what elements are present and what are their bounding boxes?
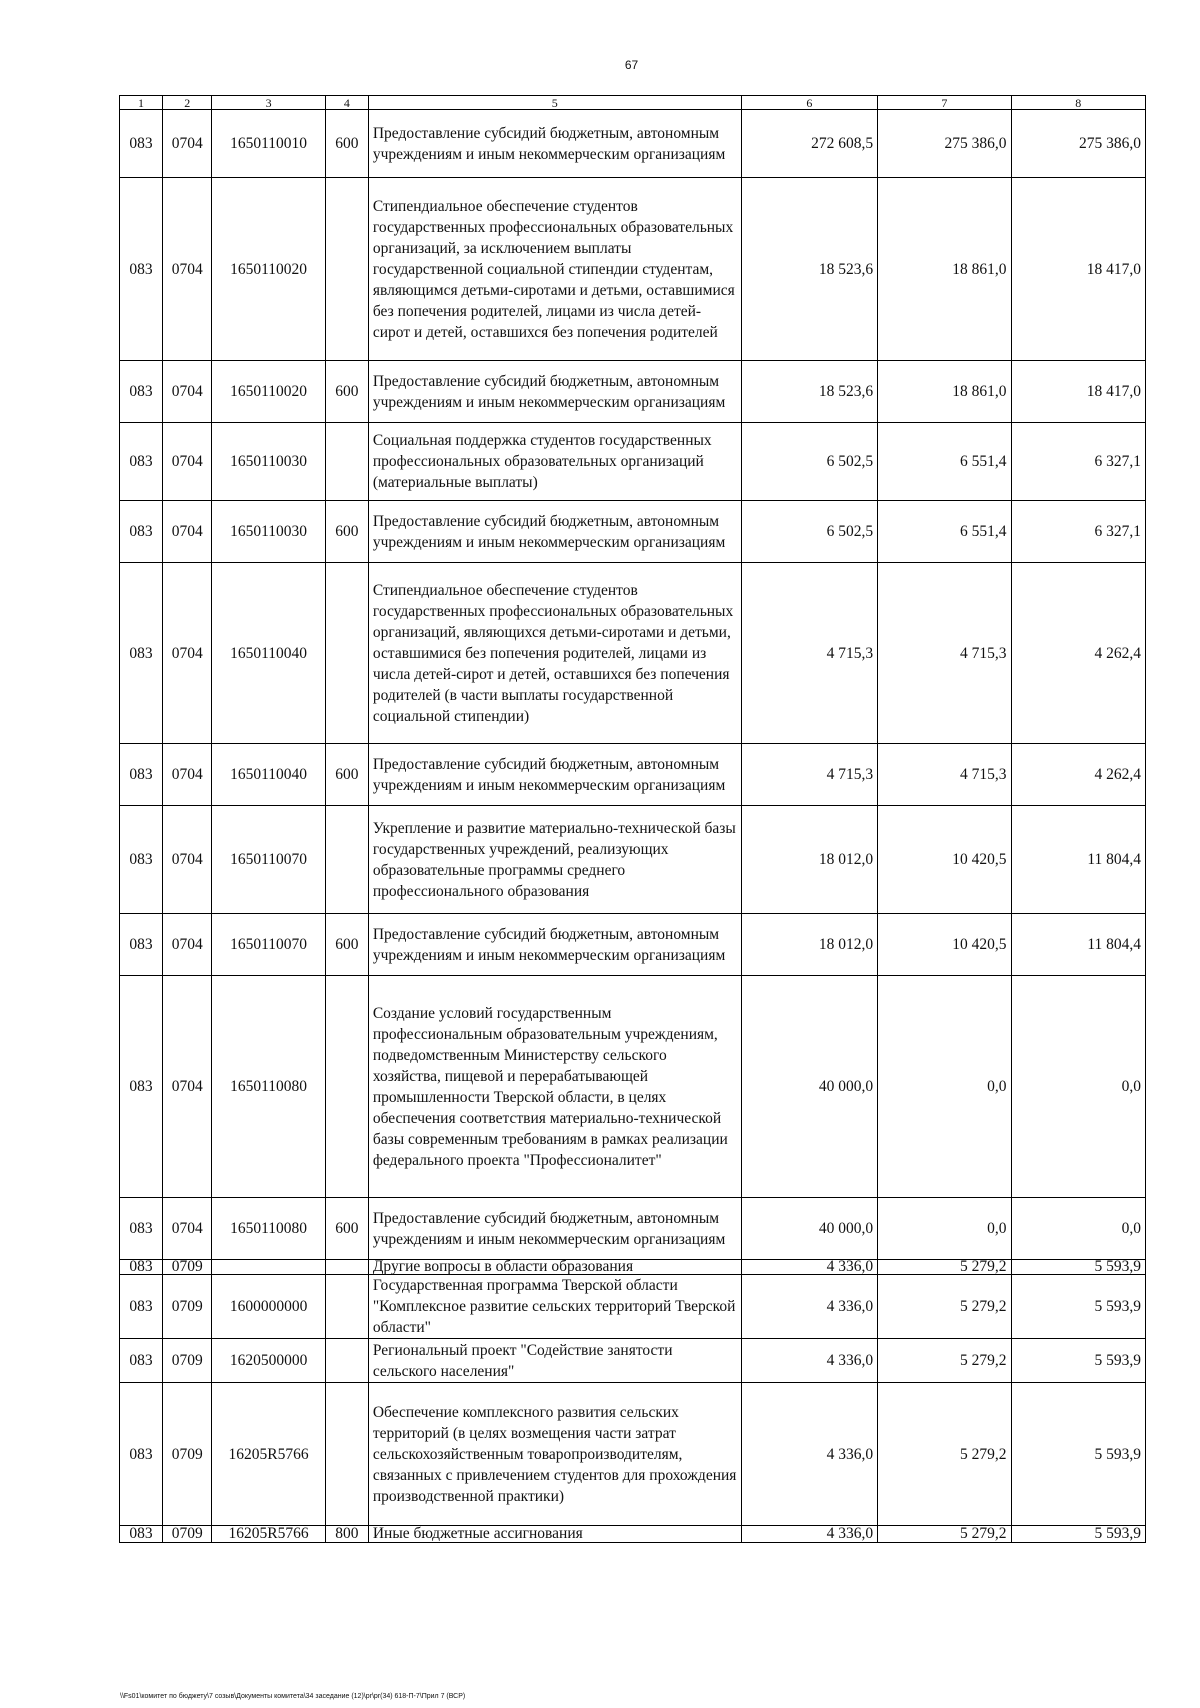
table-row: [120, 110, 1146, 178]
ministry-code-cell: 083: [120, 976, 163, 1198]
description-cell: Предоставление субсидий бюджетным, автономным учреждениям и иным некоммерческим организациям: [368, 744, 741, 806]
amount-col6-cell: 18 012,0: [741, 914, 878, 976]
amount-col6-cell: 4 336,0: [741, 1339, 878, 1383]
expense-type-cell: [325, 1383, 368, 1526]
amount-col7-cell: 5 279,2: [878, 1275, 1011, 1339]
amount-col8-cell: 11 804,4: [1011, 806, 1145, 914]
target-item-cell: 1650110070: [212, 914, 325, 976]
table-row: [120, 1383, 1146, 1526]
section-code-cell: 0704: [163, 423, 212, 501]
expense-type-cell: [325, 1339, 368, 1383]
section-code-cell: 0704: [163, 1198, 212, 1260]
ministry-code-cell: 083: [120, 914, 163, 976]
column-header: 8: [1011, 96, 1145, 110]
amount-col7-cell: 0,0: [878, 1198, 1011, 1260]
description-cell: Предоставление субсидий бюджетным, автономным учреждениям и иным некоммерческим организациям: [368, 110, 741, 178]
amount-col6-cell: 40 000,0: [741, 1198, 878, 1260]
description-cell: Социальная поддержка студентов государственных профессиональных образовательных организаций (материальные выплаты): [368, 423, 741, 501]
amount-col7-cell: 5 279,2: [878, 1339, 1011, 1383]
expense-type-cell: 600: [325, 361, 368, 423]
table-row: [120, 423, 1146, 501]
target-item-cell: 1620500000: [212, 1339, 325, 1383]
ministry-code-cell: 083: [120, 744, 163, 806]
section-code-cell: 0704: [163, 178, 212, 361]
target-item-cell: 1650110020: [212, 178, 325, 361]
amount-col6-cell: 4 715,3: [741, 563, 878, 744]
amount-col8-cell: 5 593,9: [1011, 1383, 1145, 1526]
table-body: [120, 110, 1146, 1543]
amount-col8-cell: 11 804,4: [1011, 914, 1145, 976]
section-code-cell: 0709: [163, 1339, 212, 1383]
column-header: 3: [212, 96, 325, 110]
target-item-cell: 1650110010: [212, 110, 325, 178]
section-code-cell: 0709: [163, 1383, 212, 1526]
column-number-row: [120, 96, 1146, 110]
amount-col7-cell: 5 279,2: [878, 1383, 1011, 1526]
ministry-code-cell: 083: [120, 806, 163, 914]
expense-type-cell: [325, 976, 368, 1198]
amount-col6-cell: 4 336,0: [741, 1275, 878, 1339]
amount-col7-cell: 6 551,4: [878, 423, 1011, 501]
amount-col6-cell: 272 608,5: [741, 110, 878, 178]
description-cell: Предоставление субсидий бюджетным, автономным учреждениям и иным некоммерческим организациям: [368, 501, 741, 563]
table-row: [120, 178, 1146, 361]
table-row: [120, 744, 1146, 806]
ministry-code-cell: 083: [120, 563, 163, 744]
ministry-code-cell: 083: [120, 1339, 163, 1383]
description-cell: Другие вопросы в области образования: [368, 1260, 741, 1275]
target-item-cell: [212, 1260, 325, 1275]
amount-col8-cell: 6 327,1: [1011, 423, 1145, 501]
amount-col7-cell: 10 420,5: [878, 806, 1011, 914]
section-code-cell: 0709: [163, 1275, 212, 1339]
amount-col7-cell: 18 861,0: [878, 361, 1011, 423]
target-item-cell: 1650110080: [212, 1198, 325, 1260]
ministry-code-cell: 083: [120, 1526, 163, 1543]
section-code-cell: 0704: [163, 744, 212, 806]
table-row: [120, 1526, 1146, 1543]
amount-col8-cell: 4 262,4: [1011, 744, 1145, 806]
section-code-cell: 0704: [163, 361, 212, 423]
expense-type-cell: [325, 423, 368, 501]
amount-col7-cell: 275 386,0: [878, 110, 1011, 178]
budget-table: [119, 95, 1146, 1543]
section-code-cell: 0709: [163, 1260, 212, 1275]
section-code-cell: 0704: [163, 563, 212, 744]
column-header: 6: [741, 96, 878, 110]
column-header: 7: [878, 96, 1011, 110]
amount-col8-cell: 0,0: [1011, 1198, 1145, 1260]
amount-col8-cell: 0,0: [1011, 976, 1145, 1198]
description-cell: Предоставление субсидий бюджетным, автономным учреждениям и иным некоммерческим организациям: [368, 1198, 741, 1260]
amount-col6-cell: 6 502,5: [741, 423, 878, 501]
table-row: [120, 976, 1146, 1198]
expense-type-cell: [325, 563, 368, 744]
amount-col7-cell: 10 420,5: [878, 914, 1011, 976]
amount-col7-cell: 4 715,3: [878, 744, 1011, 806]
expense-type-cell: 600: [325, 1198, 368, 1260]
target-item-cell: 1650110070: [212, 806, 325, 914]
expense-type-cell: [325, 806, 368, 914]
amount-col7-cell: 0,0: [878, 976, 1011, 1198]
target-item-cell: 1650110020: [212, 361, 325, 423]
ministry-code-cell: 083: [120, 110, 163, 178]
section-code-cell: 0704: [163, 914, 212, 976]
column-header: 4: [325, 96, 368, 110]
amount-col7-cell: 6 551,4: [878, 501, 1011, 563]
amount-col8-cell: 18 417,0: [1011, 178, 1145, 361]
amount-col8-cell: 18 417,0: [1011, 361, 1145, 423]
amount-col6-cell: 6 502,5: [741, 501, 878, 563]
description-cell: Стипендиальное обеспечение студентов государственных профессиональных образовательных организаций, являющихся детьми-сиротами и детьми, оставшимися без попечения родителей, лицами из числа детей-сирот и детей, оставшихся без попечения родителей (в части выплаты государственной социальной стипендии): [368, 563, 741, 744]
ministry-code-cell: 083: [120, 1198, 163, 1260]
amount-col6-cell: 4 336,0: [741, 1260, 878, 1275]
target-item-cell: 1600000000: [212, 1275, 325, 1339]
description-cell: Региональный проект "Содействие занятости сельского населения": [368, 1339, 741, 1383]
section-code-cell: 0709: [163, 1526, 212, 1543]
amount-col8-cell: 5 593,9: [1011, 1260, 1145, 1275]
amount-col7-cell: 18 861,0: [878, 178, 1011, 361]
target-item-cell: 1650110080: [212, 976, 325, 1198]
expense-type-cell: 600: [325, 110, 368, 178]
amount-col8-cell: 6 327,1: [1011, 501, 1145, 563]
ministry-code-cell: 083: [120, 1383, 163, 1526]
section-code-cell: 0704: [163, 976, 212, 1198]
description-cell: Государственная программа Тверской области "Комплексное развитие сельских территорий Тверской области": [368, 1275, 741, 1339]
expense-type-cell: [325, 178, 368, 361]
amount-col6-cell: 18 523,6: [741, 361, 878, 423]
description-cell: Предоставление субсидий бюджетным, автономным учреждениям и иным некоммерческим организациям: [368, 914, 741, 976]
ministry-code-cell: 083: [120, 501, 163, 563]
amount-col6-cell: 40 000,0: [741, 976, 878, 1198]
amount-col8-cell: 275 386,0: [1011, 110, 1145, 178]
expense-type-cell: 800: [325, 1526, 368, 1543]
description-cell: Создание условий государственным профессиональным образовательным учреждениям, подведомственным Министерству сельского хозяйства, пищевой и перерабатывающей промышленности Тверской области, в целях обеспечения соответствия материально-технической базы современным требованиям в рамках реализации федерального проекта "Профессионалитет": [368, 976, 741, 1198]
section-code-cell: 0704: [163, 806, 212, 914]
amount-col8-cell: 4 262,4: [1011, 563, 1145, 744]
column-header: 2: [163, 96, 212, 110]
page-number: 67: [624, 58, 639, 72]
amount-col7-cell: 4 715,3: [878, 563, 1011, 744]
amount-col8-cell: 5 593,9: [1011, 1339, 1145, 1383]
table-row: [120, 1198, 1146, 1260]
table-row: [120, 806, 1146, 914]
table-row: [120, 914, 1146, 976]
table-row: [120, 563, 1146, 744]
column-header: 1: [120, 96, 163, 110]
target-item-cell: 1650110030: [212, 501, 325, 563]
description-cell: Предоставление субсидий бюджетным, автономным учреждениям и иным некоммерческим организациям: [368, 361, 741, 423]
expense-type-cell: [325, 1275, 368, 1339]
ministry-code-cell: 083: [120, 1275, 163, 1339]
amount-col8-cell: 5 593,9: [1011, 1275, 1145, 1339]
amount-col6-cell: 4 336,0: [741, 1383, 878, 1526]
target-item-cell: 1650110030: [212, 423, 325, 501]
target-item-cell: 16205R5766: [212, 1526, 325, 1543]
table-row: [120, 501, 1146, 563]
amount-col6-cell: 4 336,0: [741, 1526, 878, 1543]
description-cell: Стипендиальное обеспечение студентов государственных профессиональных образовательных организаций, за исключением выплаты государственной социальной стипендии студентам, являющимся детьми-сиротами и детьми, оставшимися без попечения родителей, лицами из числа детей-сирот и детей, оставшихся без попечения родителей: [368, 178, 741, 361]
ministry-code-cell: 083: [120, 361, 163, 423]
amount-col6-cell: 18 523,6: [741, 178, 878, 361]
amount-col6-cell: 18 012,0: [741, 806, 878, 914]
expense-type-cell: [325, 1260, 368, 1275]
column-header: 5: [368, 96, 741, 110]
target-item-cell: 1650110040: [212, 744, 325, 806]
amount-col7-cell: 5 279,2: [878, 1260, 1011, 1275]
table-row: [120, 1260, 1146, 1275]
section-code-cell: 0704: [163, 501, 212, 563]
description-cell: Укрепление и развитие материально-технической базы государственных учреждений, реализующих образовательные программы среднего профессионального образования: [368, 806, 741, 914]
ministry-code-cell: 083: [120, 423, 163, 501]
table-row: [120, 361, 1146, 423]
ministry-code-cell: 083: [120, 1260, 163, 1275]
description-cell: Иные бюджетные ассигнования: [368, 1526, 741, 1543]
section-code-cell: 0704: [163, 110, 212, 178]
file-path-footer: \\Fs01\комитет по бюджету\7 созыв\Документы комитета\34 заседание (12)\pr\pr(34) 618-П-7\Прил 7 (ВСР): [120, 1693, 466, 1700]
table-row: [120, 1339, 1146, 1383]
amount-col6-cell: 4 715,3: [741, 744, 878, 806]
target-item-cell: 16205R5766: [212, 1383, 325, 1526]
ministry-code-cell: 083: [120, 178, 163, 361]
table-row: [120, 1275, 1146, 1339]
description-cell: Обеспечение комплексного развития сельских территорий (в целях возмещения части затрат сельскохозяйственным товаропроизводителям, связанных с привлечением студентов для прохождения производственной практики): [368, 1383, 741, 1526]
amount-col8-cell: 5 593,9: [1011, 1526, 1145, 1543]
target-item-cell: 1650110040: [212, 563, 325, 744]
amount-col7-cell: 5 279,2: [878, 1526, 1011, 1543]
expense-type-cell: 600: [325, 501, 368, 563]
expense-type-cell: 600: [325, 744, 368, 806]
expense-type-cell: 600: [325, 914, 368, 976]
